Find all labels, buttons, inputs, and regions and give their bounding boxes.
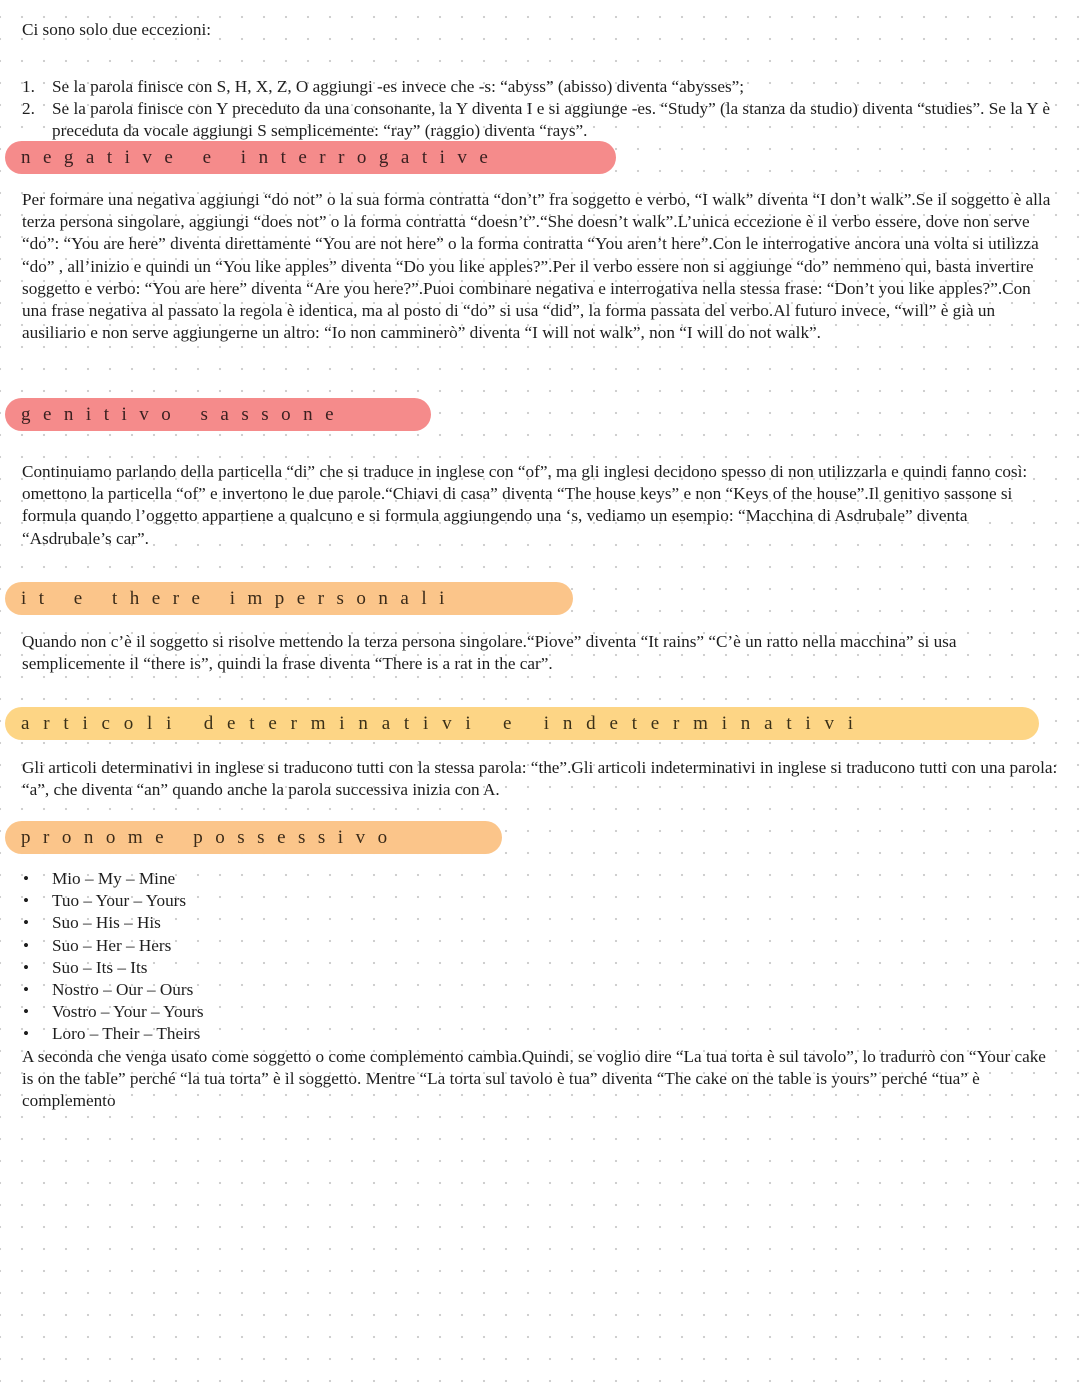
exceptions-list	[22, 76, 1080, 143]
possessive-list	[22, 868, 204, 1046]
list-item-text: Se la parola finisce con Y preceduto da una consonante, la Y diventa I e si aggiunge -es. “Study” (la stanza da studio) diventa “studies”. Se la Y è preceduta da vocale aggiungi S semplicemente: “ray” (raggio) diventa “rays”.	[52, 99, 1050, 141]
list-item	[22, 76, 1080, 98]
heading-articles: articoli determinativi e indeterminativi	[5, 707, 1039, 740]
list-number: 2.	[22, 99, 35, 119]
list-item-text: Se la parola finisce con S, H, X, Z, O aggiungi -es invece che -s: “abyss” (abisso) diventa “abysses”;	[52, 77, 745, 96]
list-item: • Mio – My – Mine	[52, 868, 204, 890]
intro-text: Ci sono solo due eccezioni:	[22, 20, 212, 39]
heading-possessive: pronome possessivo	[5, 821, 502, 854]
possessive-paragraph: A seconda che venga usato come soggetto o come complemento cambia.Quindi, se voglio dire “La tua torta è sul tavolo”, lo tradurrò con “Your cake is on the table” perché “la tua torta” è il soggetto. Mentre “La torta sul tavolo è tua” diventa “The cake on the table is yours” perché “tua” è complemento	[22, 1047, 1046, 1111]
genitive-paragraph: Continuiamo parlando della particella “di” che si traduce in inglese con “of”, ma gli inglesi decidono spesso di non utilizzarla e quindi fanno così: omettono la particella “of” e invertono le due parole.“Chiavi di casa” diventa “The house keys” e non “Keys of the house”.Il genitivo sassone si formula quando l’oggetto appartiene a qualcuno e si formula aggiungendo una ‘s, vediamo un esempio: “Macchina di Asdrubale” diventa “Asdrubale’s car”.	[22, 462, 1028, 548]
list-item: • Suo – His – His	[52, 912, 204, 934]
list-item: • Suo – Its – Its	[52, 957, 204, 979]
list-item: • Vostro – Your – Yours	[52, 1001, 204, 1023]
heading-genitive: genitivo sassone	[5, 398, 431, 431]
negative-paragraph: Per formare una negativa aggiungi “do not” o la sua forma contratta “don’t” fra soggetto e verbo, “I walk” diventa “I don’t walk”.Se il soggetto è alla terza persona singolare, aggiungi “does not” o la forma contratta “doesn’t”.“She doesn’t walk”.L’unica eccezione è il verbo essere, dove non serve “do”: “You are here” diventa direttamente “You are not here” o la forma contratta “You aren’t here”.Con le interrogative ancora una volta si utilizza “do” , all’inizio e quindi un “You like apples” diventa “Do you like apples?”.Per il verbo essere non si aggiunge “do” nemmeno qui, basta invertire soggetto e verbo: “You are here” diventa “Are you here?”.Puoi combinare negativa e interrogativa nella stessa frase: “Don’t you like apples?”.Con una frase negativa al passato la regola è identica, ma al posto di “do” si usa “did”, la forma passata del verbo.Al futuro invece, “will” è già un ausiliario e non serve aggiungerne un altro: “Io non camminerò” diventa “I will not walk”, non “I will do not walk”.	[22, 190, 1051, 343]
list-item: • Suo – Her – Hers	[52, 935, 204, 957]
list-item: • Tuo – Your – Yours	[52, 890, 204, 912]
list-item	[22, 98, 1080, 142]
list-item: • Loro – Their – Theirs	[52, 1023, 204, 1045]
heading-negative-interrogative: negative e interrogative	[5, 141, 616, 174]
list-number: 1.	[22, 77, 35, 96]
impersonal-paragraph: Quando non c’è il soggetto si risolve mettendo la terza persona singolare.“Piove” diventa “It rains” “C’è un ratto nella macchina” si usa semplicemente il “there is”, quindi la frase diventa “There is a rat in the car”.	[22, 632, 957, 674]
list-item: • Nostro – Our – Ours	[52, 979, 204, 1001]
heading-impersonal: it e there impersonali	[5, 582, 573, 615]
articles-paragraph: Gli articoli determinativi in inglese si traducono tutti con la stessa parola: “the”.Gli articoli indeterminativi in inglese si traducono tutti con una parola: “a”, che diventa “an” quando anche la parola successiva inizia con A.	[22, 758, 1058, 800]
